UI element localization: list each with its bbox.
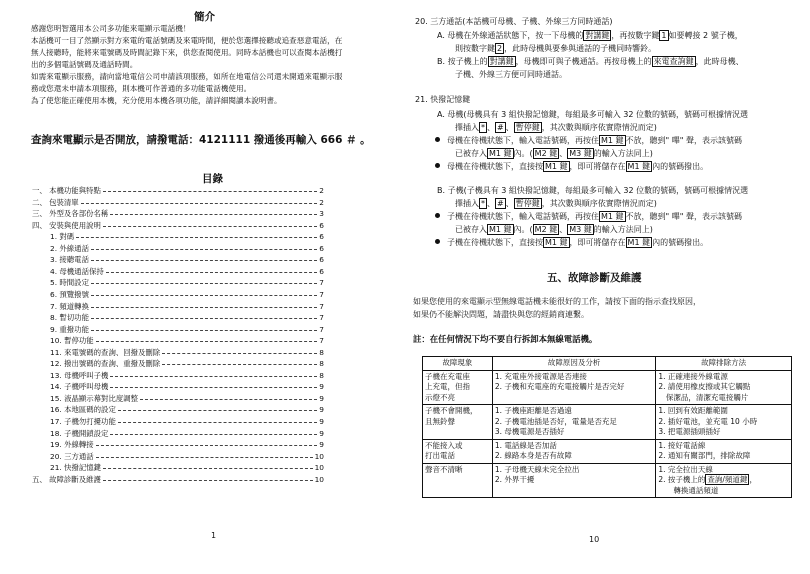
section-5-paragraph: 如果您使用的來電顯示型無線電話機未能很好的工作，請按下面的指示查找原因， [413,297,701,306]
toc-leader [110,208,317,215]
intercom-key: 對講鍵 [585,31,610,40]
section-21-b-line1: B. 子機(子機具有 3 組快撥記憶鍵，每組最多可輸入 32 位數的號碼，號碼可根據情況選 [437,186,749,195]
cell-line: 子機不會開機， [425,406,478,415]
toc-entry [32,185,324,196]
toc-page: 9 [319,428,324,438]
m1-key: M1 鍵 [601,212,624,221]
bullet-icon [435,239,440,244]
toc-leader [91,312,317,319]
toc-label: 5. 時間設定 [50,278,89,288]
toc-entry [50,231,324,242]
toc-entry [50,439,324,450]
toc-page: 9 [319,405,324,415]
toc-leader [103,220,317,227]
toc-entry [32,474,324,485]
m1-key: M1 鍵 [627,238,651,247]
toc-leader [162,358,317,365]
cell-line: 保潔品，清潔充電接觸片 [658,392,749,402]
toc-label: 20. 三方通話 [50,451,94,461]
fix-cell [656,405,792,440]
toc-leader [91,277,317,284]
toc-label: 13. 母機呼叫子機 [50,370,109,380]
cell-line: 1. 完全拉出天線 [658,464,713,474]
cell-line: 聲音不清晰 [425,464,463,474]
cell-line: 2. 子機和充電座的充電接觸片是否完好 [494,382,625,391]
toc-entry [50,358,324,369]
cell-line: 上充電，但指 [425,382,470,391]
cell-line: 3. 母機電源是否插好 [494,427,565,436]
toc-entry [50,370,324,381]
cell-line: 2. 按子機上的 查詢/頻道鍵 ， [658,475,757,484]
pause-key: 暫停鍵 [515,123,540,132]
toc-page: 8 [319,370,324,380]
cell-line: 且無鈴聲 [425,416,455,426]
fix-cell [656,439,792,463]
toc-page: 6 [319,255,324,265]
toc-page: 10 [314,451,324,461]
toc-leader [96,451,313,458]
toc-page: 2 [319,197,324,207]
toc-entry [50,324,324,335]
cell-line: 1. 接好電話線 [658,440,706,450]
intro-line: 感謝您明智選用本公司多功能來電顯示電話機！ [31,24,191,33]
section-20-a-line2: 則按數字鍵 2 ，此時母機與要參與通話的子機同時響鈴。 [455,44,657,53]
m2-key: M2 鍵 [534,225,558,234]
digit-key: 1 [661,31,667,40]
toc-label: 五、 故障診斷及維護 [32,474,101,484]
toc-page: 7 [319,313,324,323]
toc-entry [50,277,324,288]
hash-key: # [497,123,504,132]
toc-entry [50,254,324,265]
toc-label: 21. 快撥記憶鍵 [50,463,102,473]
section-20-a-line1: A. 母機在外線通話狀態下，按一下母機的 對講鍵 ，再按數字鍵 1 如要轉接 2 號子機， [437,31,743,40]
toc-entry [50,335,324,346]
toc-leader [103,185,317,192]
toc-page: 9 [319,382,324,392]
toc-label: 11. 來電號碼的查詢、回撥及刪除 [50,347,161,357]
toc-label: 14. 子機呼叫母機 [50,382,109,392]
toc-leader [106,266,318,273]
cell-line: 1. 充電座外接電源是否連接 [494,371,587,381]
toc-entry [50,451,324,462]
intro-line: 出的多個電話號碼及通話時間。 [31,60,138,69]
m1-key: M1 鍵 [545,238,568,247]
toc-page: 8 [319,359,324,369]
toc-label: 3. 接聽電話 [50,255,89,265]
table-row [423,463,792,498]
toc-leader [91,301,317,308]
toc-label: 7. 頻道轉換 [50,301,89,311]
cell-line: 1. 子機座距離是否過遠 [494,406,572,415]
fix-cell [656,370,792,405]
table-header-row [423,357,792,371]
toc-page: 10 [314,474,324,484]
page-number: 1 [211,531,217,540]
toc-page: 3 [319,209,324,219]
toc-leader [103,462,313,469]
toc-leader [118,404,317,411]
column-header: 故障排除方法 [656,357,792,371]
m2-key: M2 鍵 [534,149,558,158]
table-body [423,370,792,498]
toc-page: 9 [319,440,324,450]
cell-line: 1. 正確連接外線電源 [658,371,728,381]
symptom-cell [423,405,493,440]
column-header: 故障原因及分析 [492,357,656,371]
toc-label: 15. 液晶顯示幕對比度調整 [50,393,139,403]
m3-key: M3 鍵 [569,225,592,234]
toc-label: 4. 母機通話保持 [50,266,104,276]
toc-label: 17. 子機勿打擾功能 [50,417,116,426]
toc-entry [50,289,324,300]
caller-id-key: 來電查詢鍵 [653,57,694,66]
page-number: 10 [589,535,600,544]
toc-entry [50,393,324,404]
toc-leader [140,393,317,400]
toc-label: 三、 外型及各部份名稱 [32,209,109,219]
m1-key: M1 鍵 [489,225,512,234]
symptom-cell [423,463,493,498]
cell-line: 1. 電話線是否加話 [494,440,557,450]
bullet-icon [435,137,440,142]
section-21-b-bullet2: 子機在待機狀態下，直接按 M1 鍵 ，即可將儲存在 M1 鍵 內的號碼撥出。 [435,237,708,248]
intro-line: 本話機可一目了然顯示對方來電的電話號碼及來電時間，便於您選擇接聽或追查惡意電話，在 [31,36,343,45]
toc-page: 9 [319,417,324,426]
hash-key: # [497,199,504,208]
query-channel-key: 查詢/頻道鍵 [707,475,748,484]
toc-entry [32,208,324,219]
toc-label: 8. 暫切功能 [50,313,89,323]
cell-line: 打出電話 [425,451,455,460]
toc-title: 目錄 [202,173,223,185]
toc-page: 7 [319,289,324,299]
toc-leader [110,370,317,377]
cell-line: 子機在充電座 [425,371,470,381]
toc-page: 9 [319,393,324,403]
toc-label: 12. 撥出號碼的查詢、重撥及刪除 [50,359,161,369]
toc-page: 2 [319,186,324,195]
toc-entry [50,404,324,415]
toc-page: 6 [319,243,324,253]
bullet-icon [435,163,440,168]
cell-line: 1. 子母機天線未完全拉出 [494,464,580,474]
column-header: 故障現象 [423,357,493,371]
toc-label: 一、 本機功能與特點 [32,186,101,195]
section-21-a-line2: 擇插入 * 、 # 、 暫停鍵 ，其次數與順序依實際情況而定) [455,123,657,132]
toc-label: 10. 暫停功能 [50,336,94,346]
cell-line: 2. 插好電池，並充電 10 小時 [658,416,758,426]
cell-line: 2. 外界干擾 [494,475,535,484]
cell-line: 示燈不亮 [425,392,455,402]
toc-label: 9. 重撥功能 [50,324,89,334]
warning-note: 註：在任何情況下均不要自行拆卸本無線電話機。 [413,334,598,344]
troubleshooting-table [422,356,792,498]
cell-line: 3. 把電源插頭插好 [658,427,721,436]
section-5-title: 五、故障診斷及維護 [547,272,642,284]
m1-key: M1 鍵 [627,162,651,171]
symptom-cell [423,439,493,463]
intro-line: 如需來電顯示服務，請向當地電信公司申請該項服務，如所在地電信公司還未開通來電顯示服 [31,72,343,81]
toc-leader [110,428,317,435]
section-21-a-bullet2: 母機在待機狀態下，直接按 M1 鍵 ，即可將儲存在 M1 鍵 內的號碼撥出。 [435,161,708,172]
section-21-a-bullet1: 母機在待機狀態下，輸入電話號碼，再按住 M1 鍵 不放，聽到" 嗶" 聲，表示該號碼 [435,135,742,146]
cell-line: 1. 回到有效距離範圍 [658,406,728,415]
intro-line: 無人接聽時，能將來電號碼及時間記錄下來，供您查閱使用。同時本話機也可以查閱本話機打 [31,48,343,57]
cell-line: 2. 請使用橡皮擦或其它觸點 [658,382,751,391]
section-20-title: 20. 三方通話(本話機可母機、子機、外線三方同時通話) [415,17,613,26]
section-21-b-bullet1: 子機在待機狀態下，輸入電話號碼，再按住 M1 鍵 不放，聽到" 嗶" 聲，表示該號碼 [435,211,742,222]
cause-cell [492,439,656,463]
toc-leader [96,335,318,342]
pause-key: 暫停鍵 [515,199,540,208]
toc-entry [50,428,324,439]
toc-page: 7 [319,336,324,346]
toc-entry [32,220,324,231]
toc-page: 10 [314,463,324,473]
toc-entry [50,312,324,323]
toc-leader [96,439,318,446]
toc-leader [91,289,317,296]
toc-page: 7 [319,324,324,334]
toc-page: 7 [319,301,324,311]
toc-label: 16. 本地區碼的設定 [50,405,116,415]
table-row [423,405,792,440]
cell-line: 2. 子機電池插是否好，電量是否充足 [494,416,617,426]
toc-page: 6 [319,220,324,230]
toc-page: 6 [319,232,324,242]
symptom-cell [423,370,493,405]
intercom-key: 對講鍵 [489,57,514,66]
digit-key: 2 [497,44,503,53]
intro-line: 為了使您能正確使用本機，充分使用本機各項功能，請詳細閱讀本說明書。 [31,96,282,105]
toc-entry [32,197,324,208]
toc-leader [76,231,317,238]
toc-leader [103,474,313,481]
toc-entry [50,416,324,427]
cause-cell [492,405,656,440]
toc-page: 6 [319,266,324,276]
star-key: * [481,199,485,208]
toc-label: 四、 安裝與使用說明 [32,220,101,230]
toc-entry [50,266,324,277]
query-notice: 查詢來電顯示是否開放，請撥電話：4121111 撥通後再輸入 666 ＃ 。 [31,134,371,146]
toc-entry [50,462,324,473]
cell-line: 轉換通話頻道 [658,485,719,495]
toc-entry [50,347,324,358]
toc-leader [162,347,317,354]
section-20-b-line1: B. 按子機上的 對講鍵 ，母機即可與子機通話。再按母機上的 來電查詢鍵 ，此時母機、 [437,57,744,66]
star-key: * [481,123,485,132]
toc-leader [91,254,317,261]
fix-cell [656,463,792,498]
toc-page: 7 [319,278,324,288]
toc-leader [110,381,317,388]
toc-label: 19. 外線轉接 [50,440,94,450]
m1-key: M1 鍵 [601,136,624,145]
toc-leader [81,197,318,204]
section-21-title: 21. 快撥記憶鍵 [415,95,471,104]
toc-label: 1. 對碼 [50,232,75,242]
bullet-icon [435,213,440,218]
toc-leader [91,324,317,331]
section-21-a-line1: A. 母機(母機具有 3 組快撥記憶鍵，每組最多可輸入 32 位數的號碼，號碼可根據情況選 [437,110,748,119]
cause-cell [492,370,656,405]
toc-label: 18. 子機開鎖設定 [50,428,109,438]
section-21-b-line2: 擇插入 * 、 # 、 暫停鍵 ，其次數與順序依實際情況而定) [455,199,657,208]
section-5-paragraph: 如果仍不能解決問題，請盡快與您的經銷商連繫。 [413,310,589,319]
section-21-b-bullet1-cont: 已被存入 M1 鍵 內。( M2 鍵 、 M3 鍵 的輸入方法同上) [455,225,653,234]
cause-cell [492,463,656,498]
toc-label: 2. 外線通話 [50,243,89,253]
section-21-a-bullet1-cont: 已被存入 M1 鍵 內。( M2 鍵 、 M3 鍵 的輸入方法同上) [455,149,653,158]
cell-line: 2. 通知有關部門，排除故障 [658,451,751,460]
section-20-b-line2: 子機、外線三方便可同時通話。 [455,70,567,79]
toc-label: 6. 預覽撥號 [50,289,89,299]
table-row [423,439,792,463]
cell-line: 不能接入或 [425,440,463,450]
m1-key: M1 鍵 [545,162,568,171]
toc-entry [50,381,324,392]
toc-entry [50,301,324,312]
table-row [423,370,792,405]
m1-key: M1 鍵 [489,149,512,158]
toc-leader [91,243,317,250]
toc-leader [118,416,317,423]
cell-line: 2. 線路本身是否有故障 [494,451,572,460]
m3-key: M3 鍵 [569,149,592,158]
intro-line: 務或您還未申請本項服務，則本機可作普通的多功能電話機使用。 [31,84,252,93]
toc-label: 二、 包裝清單 [32,197,79,207]
intro-title: 簡介 [194,11,215,23]
toc-page: 8 [319,347,324,357]
toc-entry [50,243,324,254]
